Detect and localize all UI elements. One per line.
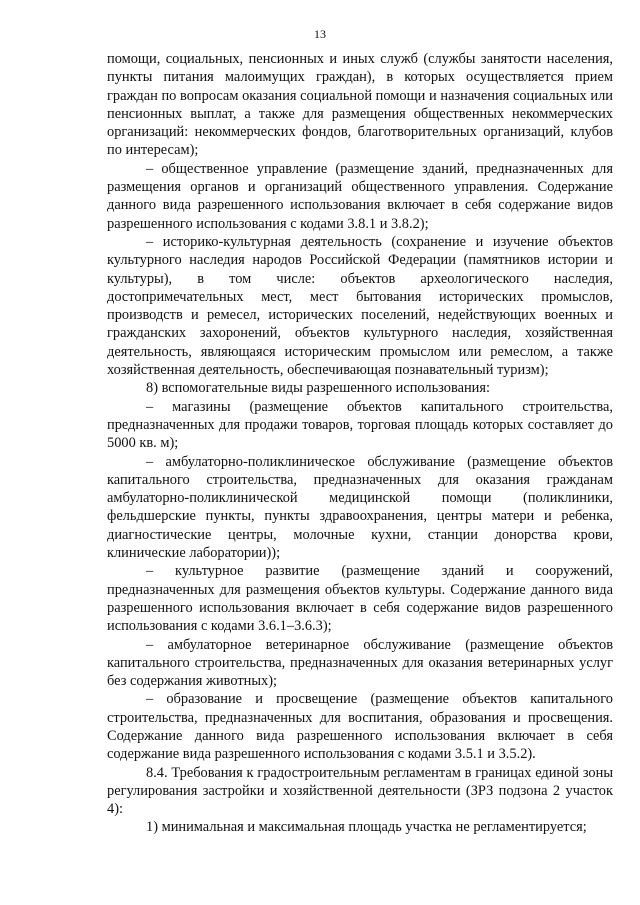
paragraph-outpatient-care: – амбулаторно-поликлиническое обслуживание (размещение объектов капитального строительства, предназначенных для оказания гражданам амбулаторно-поликлинической медицинской помощи (поликлиники, фельдшерские пункты, пункты здравоохранения, центры матери и ребенка, диагностические центры, молочные кухни, станции донорства крови, клинические лаборатории));	[107, 453, 613, 562]
document-body	[107, 50, 613, 837]
paragraph-auxiliary-uses-heading: 8) вспомогательные виды разрешенного использования:	[146, 380, 490, 397]
paragraph-historical-cultural-activity: – историко-культурная деятельность (сохранение и изучение объектов культурного наследия народов Российской Федерации (памятников истории и культуры), в том числе: объектов археологического наследия, достопримечательных мест, мест бытования исторических промыслов, производств и ремесел, исторических поселений, недействующих военных и гражданских захоронений, объектов культурного наследия, хозяйственная деятельность, являющаяся историческим промыслом или ремеслом, а также хозяйственная деятельность, обеспечивающая познавательный туризм);	[107, 233, 613, 379]
page-number: 13	[314, 27, 326, 41]
paragraph-cultural-development: – культурное развитие (размещение зданий и сооружений, предназначенных для размещения объектов культуры. Содержание данного вида разрешенного использования включает в себя содержание видов разрешенного использования с кодами 3.6.1–3.6.3);	[107, 563, 613, 635]
paragraph-shops: – магазины (размещение объектов капитального строительства, предназначенных для продажи товаров, торговая площадь которых составляет до 5000 кв. м);	[107, 398, 613, 452]
paragraph-section-8-4: 8.4. Требования к градостроительным регламентам в границах единой зоны регулирования застройки и хозяйственной деятельности (ЗРЗ подзона 2 участок 4):	[107, 764, 613, 818]
paragraph-plot-area: 1) минимальная и максимальная площадь участка не регламентируется;	[146, 819, 587, 836]
paragraph-education: – образование и просвещение (размещение объектов капитального строительства, предназначенных для воспитания, образования и просвещения. Содержание данного вида разрешенного использования включает в себя содержание вида разрешенного использования с кодами 3.5.1 и 3.5.2).	[107, 691, 613, 763]
paragraph-veterinary-service: – амбулаторное ветеринарное обслуживание (размещение объектов капитального строительства, предназначенных для оказания ветеринарных услуг без содержания животных);	[107, 636, 613, 690]
paragraph-social-services-continuation: помощи, социальных, пенсионных и иных служб (службы занятости населения, пункты питания малоимущих граждан), в которых осуществляется прием граждан по вопросам оказания социальной помощи и назначения социальных или пенсионных выплат, а также для размещения общественных некоммерческих организаций: некоммерческих фондов, благотворительных организаций, клубов по интересам);	[107, 51, 613, 159]
paragraph-public-administration: – общественное управление (размещение зданий, предназначенных для размещения органов и организаций общественного управления. Содержание данного вида разрешенного использования включает в себя содержание видов разрешенного использования с кодами 3.8.1 и 3.8.2);	[107, 160, 613, 232]
